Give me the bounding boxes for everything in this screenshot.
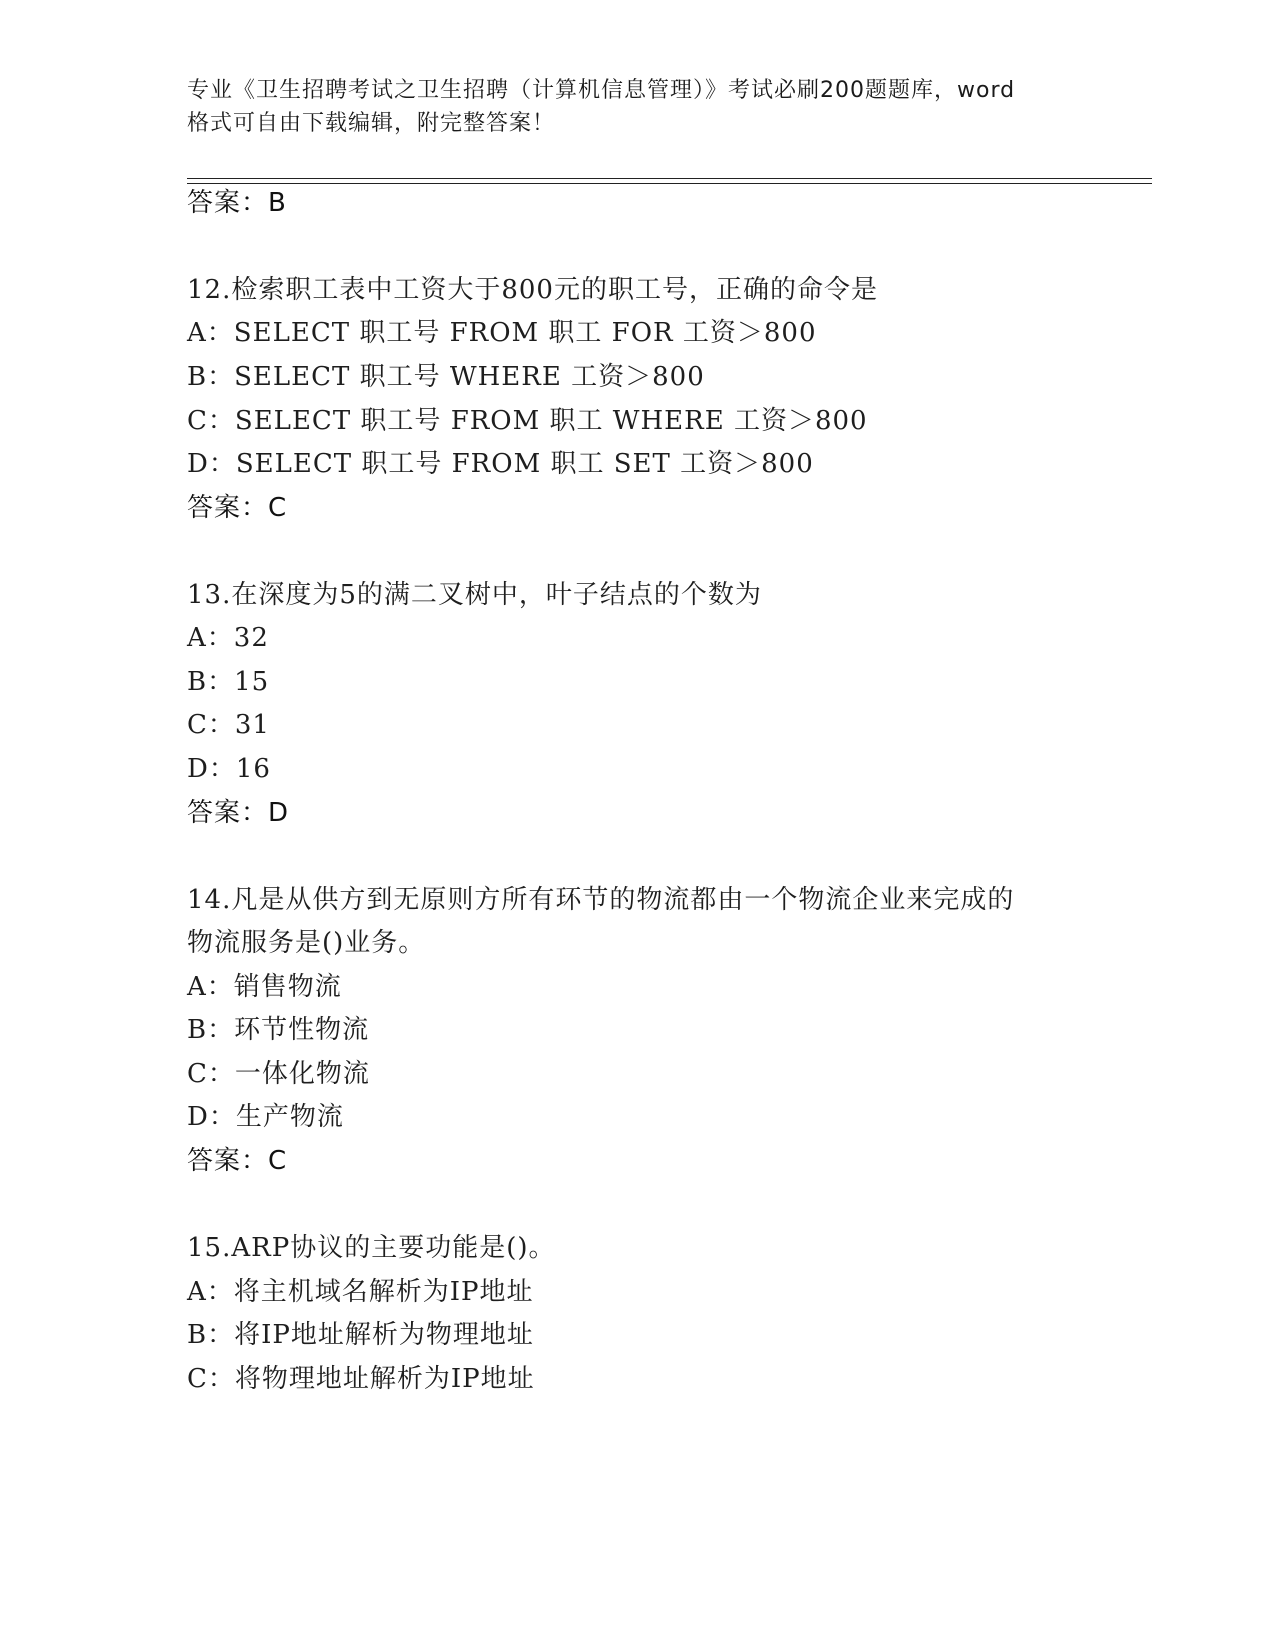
header-line-2: 格式可自由下载编辑，附完整答案！ — [187, 111, 556, 136]
question-12-option-b: B：SELECT 职工号 WHERE 工资＞800 — [187, 362, 705, 392]
document-header — [187, 74, 1117, 140]
answer-previous: 答案：B — [187, 188, 287, 218]
question-13-option-b: B：15 — [187, 667, 270, 697]
question-14-stem-line-1: 14.凡是从供方到无原则方所有环节的物流都由一个物流企业来完成的 — [187, 885, 1015, 915]
question-14-stem-line-2: 物流服务是()业务。 — [187, 928, 426, 958]
question-15-option-c: C：将物理地址解析为IP地址 — [187, 1364, 535, 1394]
question-15-stem: 15.ARP协议的主要功能是()。 — [187, 1233, 556, 1263]
header-line-1: 专业《卫生招聘考试之卫生招聘（计算机信息管理）》考试必刷200题题库，word — [187, 78, 1016, 103]
question-14-option-c: C：一体化物流 — [187, 1059, 370, 1089]
question-12-stem: 12.检索职工表中工资大于800元的职工号，正确的命令是 — [187, 275, 878, 305]
question-12-option-a: A：SELECT 职工号 FROM 职工 FOR 工资＞800 — [187, 318, 817, 348]
question-14-option-a: A：销售物流 — [187, 972, 342, 1002]
question-13-answer: 答案：D — [187, 798, 290, 828]
question-15-option-b: B：将IP地址解析为物理地址 — [187, 1320, 534, 1350]
header-divider-top — [187, 178, 1152, 179]
question-12-option-c: C：SELECT 职工号 FROM 职工 WHERE 工资＞800 — [187, 406, 868, 436]
question-12-answer: 答案：C — [187, 493, 288, 523]
question-13-option-a: A：32 — [187, 623, 269, 653]
question-14-option-b: B：环节性物流 — [187, 1015, 370, 1045]
question-13-option-c: C：31 — [187, 710, 270, 740]
question-14-answer: 答案：C — [187, 1146, 288, 1176]
question-13-stem: 13.在深度为5的满二叉树中，叶子结点的个数为 — [187, 580, 762, 610]
question-15-option-a: A：将主机域名解析为IP地址 — [187, 1277, 534, 1307]
question-14-option-d: D：生产物流 — [187, 1102, 344, 1132]
question-13-option-d: D：16 — [187, 754, 271, 784]
question-12-option-d: D：SELECT 职工号 FROM 职工 SET 工资＞800 — [187, 449, 814, 479]
header-divider-bottom — [187, 183, 1152, 184]
